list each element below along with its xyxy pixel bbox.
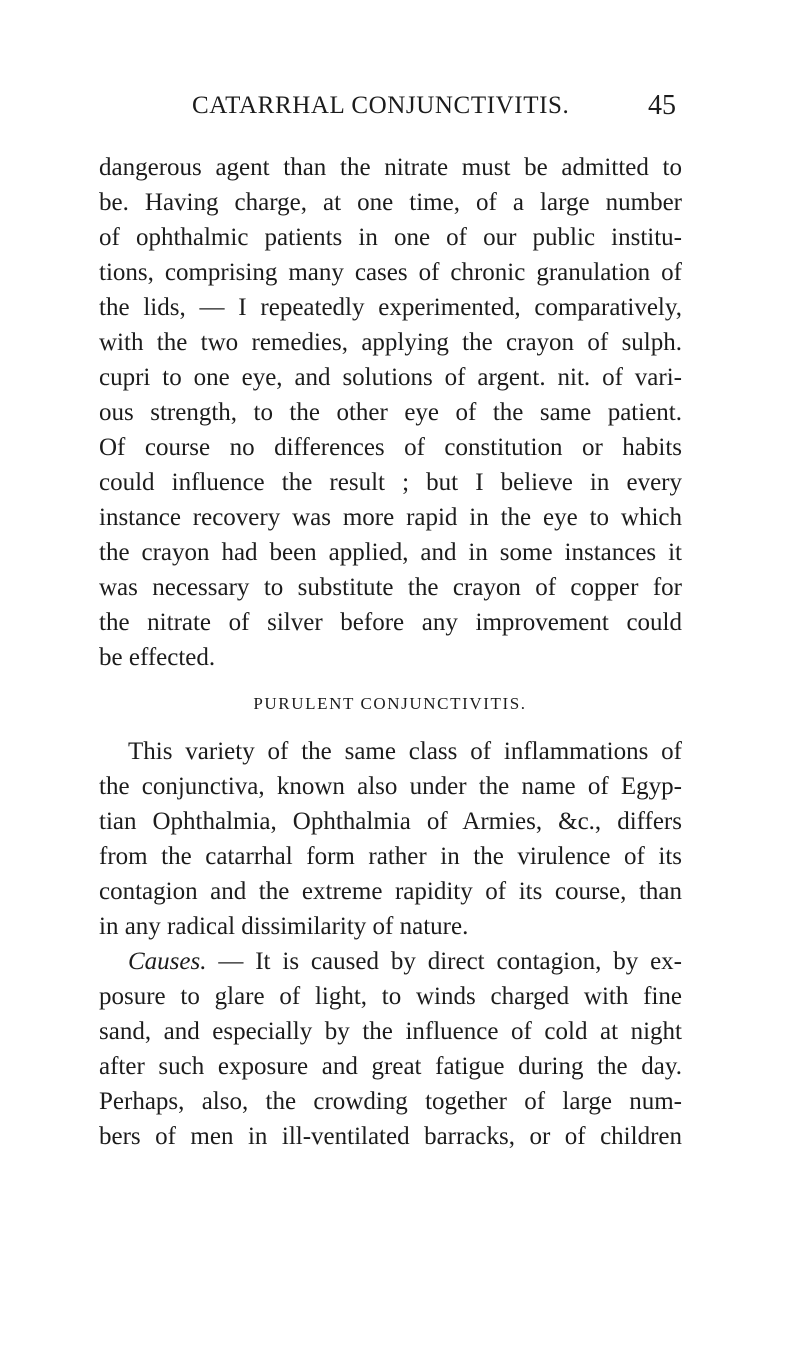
- text-line: in any radical dissimilarity of nature.: [99, 913, 469, 940]
- text-line: the nitrate of silver before any improvement could: [99, 609, 682, 636]
- text-line: instance recovery was more rapid in the eye to which: [99, 504, 682, 531]
- running-head: [0, 92, 800, 132]
- text-line: posure to glare of light, to winds charged with fine: [99, 983, 682, 1010]
- section-heading: [0, 694, 800, 714]
- text-line: be effected.: [99, 644, 216, 671]
- text-line: after such exposure and great fatigue during the day.: [99, 1053, 682, 1080]
- text-line: the crayon had been applied, and in some instances it: [99, 539, 682, 566]
- text-line: Perhaps, also, the crowding together of large num-: [99, 1088, 682, 1115]
- text-line: tions, comprising many cases of chronic granulation of: [99, 259, 682, 286]
- text-line: [128, 947, 682, 977]
- page-number: 45: [648, 90, 676, 121]
- text-line: was necessary to substitute the crayon of copper for: [99, 574, 682, 601]
- text-line: with the two remedies, applying the crayon of sulph.: [99, 329, 682, 356]
- text-line: sand, and especially by the influence of cold at night: [99, 1018, 682, 1045]
- text-line: the lids, — I repeatedly experimented, comparatively,: [99, 294, 682, 321]
- text-line: dangerous agent than the nitrate must be admitted to: [99, 154, 682, 181]
- text-line: cupri to one eye, and solutions of argent. nit. of vari-: [99, 364, 682, 391]
- text-line: ous strength, to the other eye of the same patient.: [99, 399, 682, 426]
- causes-label: Causes.: [128, 948, 207, 975]
- causes-first-line: — It is caused by direct contagion, by ex-: [218, 948, 682, 975]
- text-line: be. Having charge, at one time, of a large number: [99, 189, 682, 216]
- text-line: the conjunctiva, known also under the name of Egyp-: [99, 773, 682, 800]
- text-line: could influence the result ; but I believe in every: [99, 469, 682, 496]
- text-line: tian Ophthalmia, Ophthalmia of Armies, &c., differs: [99, 808, 682, 835]
- text-line: bers of men in ill-ventilated barracks, or of children: [99, 1123, 682, 1150]
- section-heading-text: PURULENT CONJUNCTIVITIS.: [253, 694, 527, 713]
- text-line: This variety of the same class of inflammations of: [128, 738, 682, 765]
- text-line: from the catarrhal form rather in the virulence of its: [99, 843, 682, 870]
- text-line: Of course no differences of constitution or habits: [99, 434, 682, 461]
- text-line: contagion and the extreme rapidity of its course, than: [99, 878, 682, 905]
- running-title: CATARRHAL CONJUNCTIVITIS.: [192, 92, 570, 119]
- text-line: of ophthalmic patients in one of our public institu-: [99, 224, 682, 251]
